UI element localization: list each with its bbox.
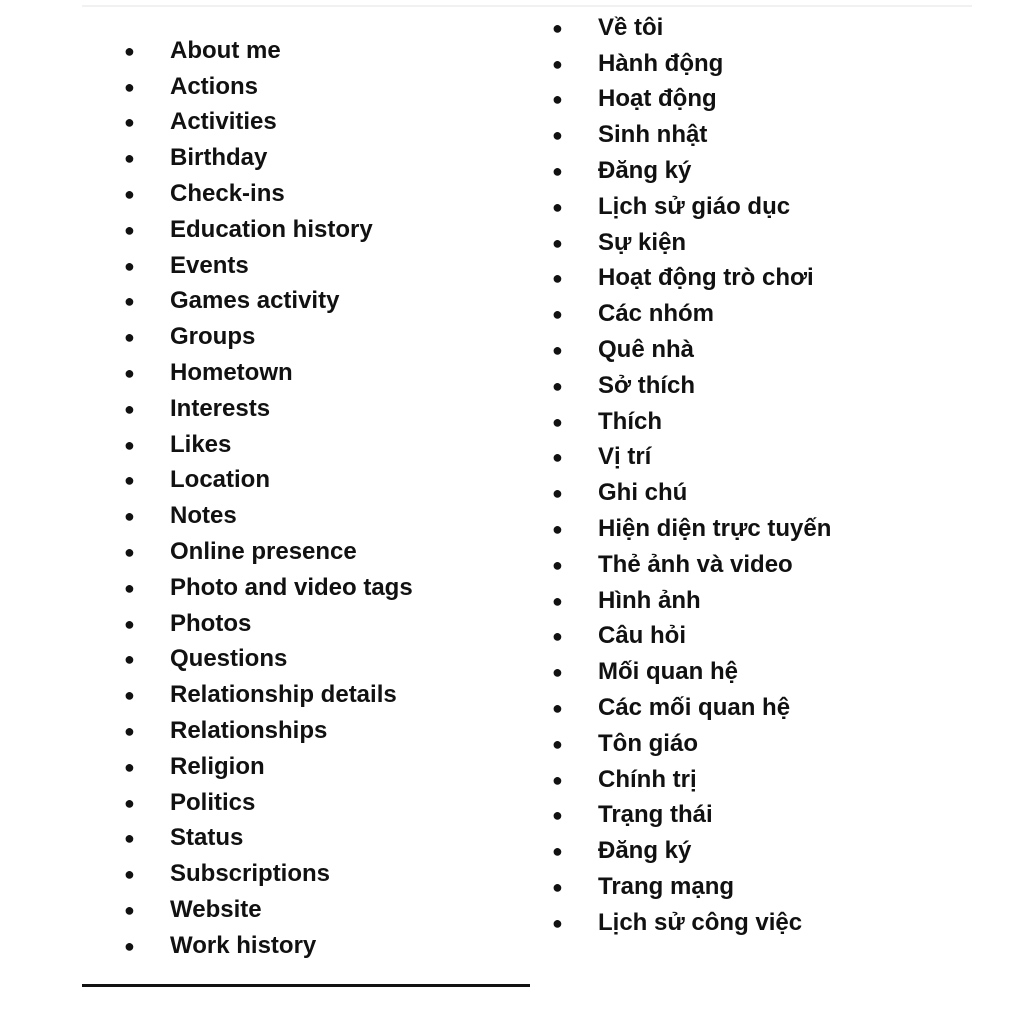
bullet-icon: ●: [124, 112, 135, 133]
bullet-icon: ●: [552, 769, 563, 790]
list-item-label: Work history: [170, 931, 317, 959]
list-item: [124, 284, 413, 320]
list-item: [552, 117, 831, 153]
list-item: [124, 427, 413, 463]
bullet-icon: ●: [124, 291, 135, 312]
bullet-icon: ●: [552, 89, 563, 110]
bullet-icon: ●: [552, 53, 563, 74]
bullet-icon: ●: [124, 649, 135, 670]
list-item-label: Groups: [170, 323, 256, 351]
list-item: [124, 606, 413, 642]
list-item-label: Questions: [170, 645, 288, 673]
list-item: [552, 583, 831, 619]
bullet-icon: ●: [552, 340, 563, 361]
bullet-icon: ●: [124, 828, 135, 849]
bullet-icon: ●: [124, 577, 135, 598]
bullet-icon: ●: [124, 685, 135, 706]
list-item-label: Birthday: [170, 144, 268, 172]
list-item-label: Hoạt động: [598, 85, 717, 113]
bullet-icon: ●: [124, 398, 135, 419]
list-item: [124, 69, 413, 105]
bullet-icon: ●: [124, 792, 135, 813]
list-item-label: Subscriptions: [170, 860, 331, 888]
list-item-label: Lịch sử giáo dục: [598, 192, 791, 220]
list-item-label: Đăng ký: [598, 157, 692, 185]
list-item-label: Notes: [170, 502, 237, 530]
bullet-icon: ●: [552, 304, 563, 325]
list-item: [552, 225, 831, 261]
list-item: [124, 176, 413, 212]
list-item-label: Events: [170, 251, 249, 279]
bullet-icon: ●: [552, 519, 563, 540]
list-item-label: Website: [170, 896, 262, 924]
bullet-icon: ●: [124, 363, 135, 384]
list-item: [552, 332, 831, 368]
list-item-label: Chính trị: [598, 765, 697, 793]
bullet-icon: ●: [552, 554, 563, 575]
list-item-label: Sự kiện: [598, 228, 687, 256]
list-item: [552, 296, 831, 332]
list-item: [124, 463, 413, 499]
list-item: [552, 82, 831, 118]
bullet-icon: ●: [552, 805, 563, 826]
list-item: [124, 33, 413, 69]
list-item: [124, 928, 413, 964]
bullet-icon: ●: [124, 864, 135, 885]
list-item: [124, 570, 413, 606]
list-item: [124, 355, 413, 391]
list-item: [124, 856, 413, 892]
list-item: [552, 46, 831, 82]
list-item: [124, 319, 413, 355]
list-item: [552, 368, 831, 404]
list-item-label: Mối quan hệ: [598, 658, 738, 686]
list-item: [124, 105, 413, 141]
list-item: [124, 212, 413, 248]
bullet-icon: ●: [124, 613, 135, 634]
bullet-icon: ●: [552, 232, 563, 253]
list-item-label: Hình ảnh: [598, 586, 701, 614]
list-item: [552, 869, 831, 905]
list-item-label: Hometown: [170, 359, 293, 387]
list-item-label: Về tôi: [598, 13, 664, 41]
list-item-label: Check-ins: [170, 180, 285, 208]
bullet-icon: ●: [124, 721, 135, 742]
list-item: [552, 690, 831, 726]
bullet-icon: ●: [552, 375, 563, 396]
bullet-icon: ●: [124, 327, 135, 348]
list-item-label: Relationship details: [170, 681, 397, 709]
list-item: [552, 547, 831, 583]
list-item: [552, 261, 831, 297]
bullet-icon: ●: [124, 255, 135, 276]
list-item-label: Online presence: [170, 538, 357, 566]
bullet-icon: ●: [124, 935, 135, 956]
bullet-icon: ●: [124, 148, 135, 169]
list-item: [552, 189, 831, 225]
list-item-label: Các mối quan hệ: [598, 694, 791, 722]
bullet-icon: ●: [552, 698, 563, 719]
list-item: [552, 475, 831, 511]
list-item-label: Thẻ ảnh và video: [598, 550, 793, 578]
list-item-label: Hoạt động trò chơi: [598, 264, 814, 292]
list-item: [124, 677, 413, 713]
bullet-icon: ●: [552, 17, 563, 38]
bullet-icon: ●: [552, 196, 563, 217]
list-item: [552, 10, 831, 46]
list-item-label: About me: [170, 36, 281, 64]
list-item: [124, 498, 413, 534]
list-item-label: Tôn giáo: [598, 729, 698, 757]
list-item: [552, 762, 831, 798]
list-item: [124, 892, 413, 928]
list-item-label: Likes: [170, 430, 232, 458]
list-item-label: Interests: [170, 394, 271, 422]
top-divider: [82, 5, 972, 7]
list-item: [552, 404, 831, 440]
list-item: [552, 440, 831, 476]
list-item-label: Photo and video tags: [170, 573, 413, 601]
list-item-label: Đăng ký: [598, 837, 692, 865]
list-item: [552, 153, 831, 189]
list-item: [124, 749, 413, 785]
bullet-icon: ●: [124, 542, 135, 563]
bullet-icon: ●: [552, 841, 563, 862]
list-item-label: Education history: [170, 215, 373, 243]
bullet-icon: ●: [552, 626, 563, 647]
bullet-icon: ●: [552, 662, 563, 683]
list-item-label: Games activity: [170, 287, 340, 315]
list-item-label: Hiện diện trực tuyến: [598, 515, 832, 543]
list-item-label: Politics: [170, 788, 256, 816]
list-item: [552, 798, 831, 834]
bullet-icon: ●: [124, 434, 135, 455]
list-item: [552, 726, 831, 762]
list-item-label: Sinh nhật: [598, 121, 708, 149]
list-item-label: Relationships: [170, 717, 328, 745]
list-item: [124, 642, 413, 678]
list-item: [552, 654, 831, 690]
list-item-label: Thích: [598, 407, 662, 435]
list-item: [124, 534, 413, 570]
bullet-icon: ●: [552, 411, 563, 432]
bullet-icon: ●: [124, 900, 135, 921]
english-list: [124, 33, 413, 964]
list-item-label: Sở thích: [598, 371, 696, 399]
bullet-icon: ●: [552, 912, 563, 933]
bullet-icon: ●: [124, 40, 135, 61]
bullet-icon: ●: [552, 447, 563, 468]
list-item: [552, 905, 831, 941]
list-item-label: Location: [170, 466, 270, 494]
list-item-label: Các nhóm: [598, 300, 715, 328]
list-item: [124, 785, 413, 821]
bullet-icon: ●: [552, 125, 563, 146]
list-item: [552, 511, 831, 547]
bullet-icon: ●: [552, 268, 563, 289]
bullet-icon: ●: [124, 506, 135, 527]
list-item-label: Hành động: [598, 49, 724, 77]
bullet-icon: ●: [552, 877, 563, 898]
bullet-icon: ●: [124, 219, 135, 240]
list-item: [124, 140, 413, 176]
bullet-icon: ●: [552, 733, 563, 754]
bullet-icon: ●: [552, 161, 563, 182]
bullet-icon: ●: [124, 470, 135, 491]
list-item-label: Ghi chú: [598, 479, 688, 507]
list-item: [124, 713, 413, 749]
list-item-label: Status: [170, 824, 244, 852]
list-item: [552, 619, 831, 655]
list-item: [124, 248, 413, 284]
vietnamese-list: [552, 10, 831, 941]
bullet-icon: ●: [552, 590, 563, 611]
list-item-label: Photos: [170, 609, 252, 637]
list-item-label: Religion: [170, 752, 265, 780]
bottom-divider: [82, 984, 530, 987]
list-item-label: Actions: [170, 72, 259, 100]
list-item: [124, 821, 413, 857]
bullet-icon: ●: [124, 756, 135, 777]
list-item-label: Trang mạng: [598, 873, 735, 901]
list-item-label: Lịch sử công việc: [598, 908, 803, 936]
list-item-label: Câu hỏi: [598, 622, 686, 650]
list-item-label: Vị trí: [598, 443, 652, 471]
list-item-label: Activities: [170, 108, 277, 136]
bullet-icon: ●: [124, 184, 135, 205]
bullet-icon: ●: [124, 76, 135, 97]
list-item: [124, 391, 413, 427]
bullet-icon: ●: [552, 483, 563, 504]
list-item-label: Quê nhà: [598, 336, 695, 364]
list-item-label: Trạng thái: [598, 801, 713, 829]
list-item: [552, 833, 831, 869]
